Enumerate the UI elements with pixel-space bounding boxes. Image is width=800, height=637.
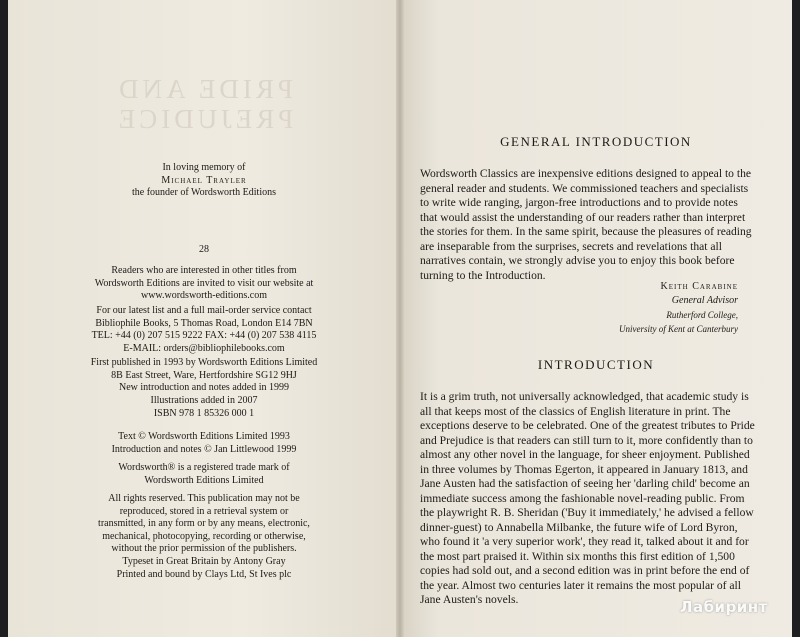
typeset-info: Typeset in Great Britain by Antony Gray Printed and bound by Clays Ltd, St Ives plc [116, 556, 292, 580]
code-number: 28 [199, 244, 209, 255]
general-introduction-text: Wordsworth Classics are inexpensive editions designed to appeal to the general reader and students. We commissioned teachers and specialists to write wide ranging, jargon-free introductions and to provide notes that would assist the understanding of our readers rather than interpret the stories for them. In the same spirit, because the pleasures of reading are inseparable from the surprises, secrets and revelations that all narratives contain, we strongly advise you to enjoy this book before turning to the Introduction. [420, 167, 752, 282]
dedication: In loving memory of Michael Trayler the founder of Wordsworth Editions [132, 162, 276, 198]
introduction-text: It is a grim truth, not universally acknowledged, that academic study is all that keeps most of the classics of English literature in print. The exceptions deserve to be celebrated. One of the greatest tributes to Pride and Prejudice is that readers can still turn to it, more confidently than to almost any other novel in the language, for sheer enjoyment. Published in three volumes by Thomas Egerton, it appeared in January 1813, and Jane Austen had the satisfaction of seeing her 'darling child' become an immediate success among the fashionable novel-reading public. From the playwright R. B. Sheridan ('Buy it immediately,' he advised a fellow dinner-guest) to Annabella Milbanke, the future wife of Lord Byron, who found it 'a very superior work', they read it, talked about it and for the most part praised it. Within six months this first edition of 1,500 copies had sold out, and a second edition was in print before the end of the year. Almost two centuries later it remains the most popular of all Jane Austen's novels. [420, 390, 755, 606]
rights-reserved: All rights reserved. This publication may not be reproduced, stored in a retrieval system or transmitted, in any form or by any means, electronic, mechanical, photocopying, recording or otherwise, without the prior permission of the publishers. [98, 493, 310, 554]
labirint-watermark-logo: Лабиринт [680, 598, 768, 616]
show-through-title-2: PREJUDICE [114, 104, 294, 134]
readers-note: Readers who are interested in other titles from Wordsworth Editions are invited to visit our website at www.wordsworth-editions.com [94, 265, 314, 301]
copyright: Text © Wordsworth Editions Limited 1993 Introduction and notes © Jan Littlewood 1999 [111, 431, 297, 455]
show-through-title-1: PRIDE AND [115, 74, 293, 104]
publication-info: First published in 1993 by Wordsworth Editions Limited 8B East Street, Ware, Hertfordshire SG12 9HJ New introduction and notes added in 1999 Illustrations added in 2007 [90, 357, 318, 406]
general-introduction-heading: GENERAL INTRODUCTION [500, 134, 692, 149]
order-info: For our latest list and a full mail-order service contact Bibliophile Books, 5 Thomas Road, London E14 7BN TEL: +44 (0) 207 515 9222 FAX: +44 (0) 207 538 4115 E-MAIL: orders@bibliophilebooks.com [91, 305, 317, 354]
left-edge [0, 0, 8, 637]
isbn: ISBN 978 1 85326 000 1 [153, 408, 255, 419]
trademark: Wordsworth® is a registered trade mark of Wordsworth Editions Limited [118, 462, 290, 486]
introduction-heading: INTRODUCTION [537, 357, 655, 372]
right-edge [792, 0, 800, 637]
advisor-signature: Keith Carabine General Advisor Rutherford College, University of Kent at Canterbury [619, 281, 738, 334]
